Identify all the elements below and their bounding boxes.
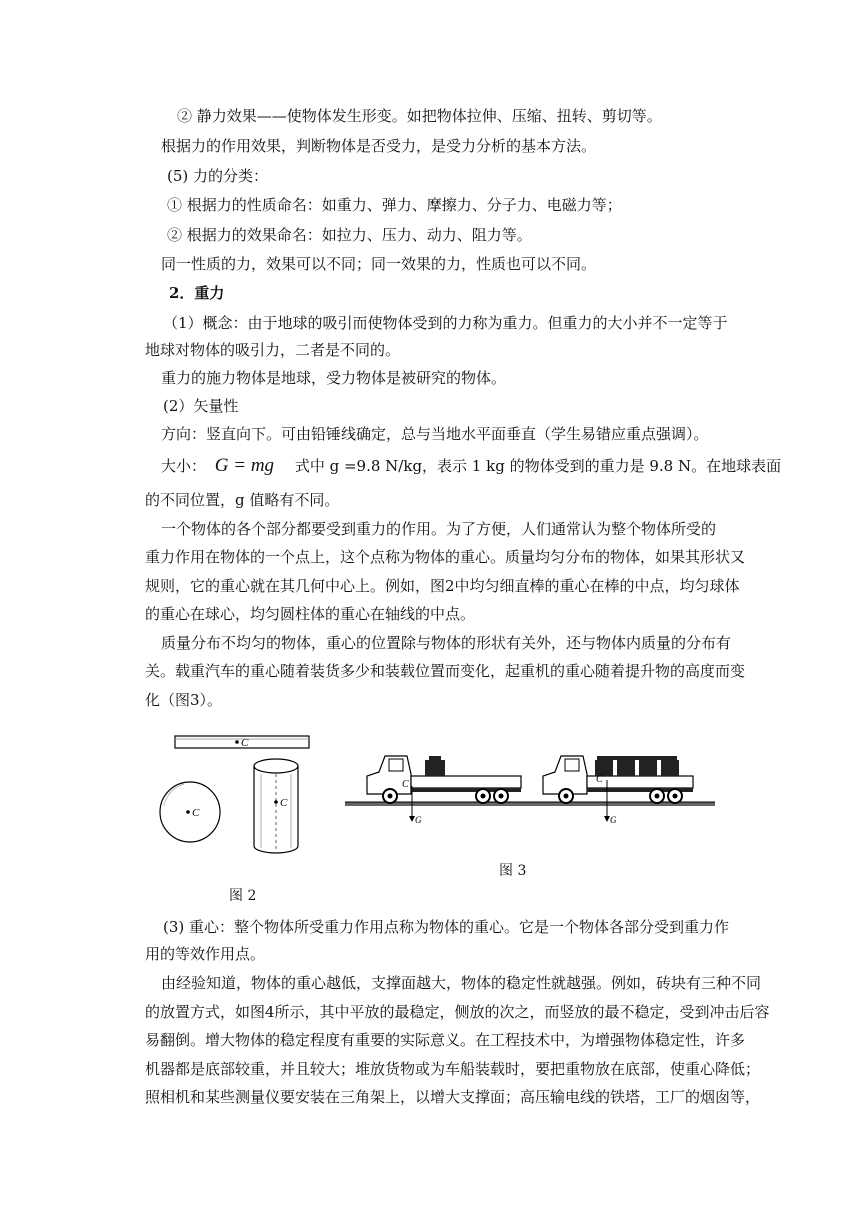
text-line: (5) 力的分类：: [167, 167, 269, 185]
text-line: 根据力的作用效果，判断物体是否受力，是受力分析的基本方法。: [161, 137, 597, 155]
cylinder-center-label: C: [280, 797, 288, 809]
text-line: 规则，它的重心就在其几何中心上。例如，图2中均匀细直棒的重心在棒的中点，均匀球体: [145, 577, 740, 595]
figure-3: [345, 738, 715, 828]
truck1-center-label: C: [402, 779, 409, 790]
gravity-formula: G = mg: [214, 455, 275, 476]
truck1-gravity-label: G: [415, 815, 422, 825]
text-line: 的不同位置，g 值略有不同。: [145, 491, 340, 509]
text-line: （1）概念：由于地球的吸引而使物体受到的力称为重力。但重力的大小并不一定等于: [163, 314, 728, 332]
text-line: 重力作用在物体的一个点上，这个点称为物体的重心。质量均匀分布的物体，如果其形状又: [145, 548, 746, 566]
text-line: 重力的施力物体是地球，受力物体是被研究的物体。: [161, 369, 507, 387]
formula-description: 式中 g =9.8 N/kg，表示 1 kg 的物体受到的重力是 9.8 N。在地球表面: [294, 457, 782, 475]
truck-light-load: [367, 756, 521, 825]
text-line: (2）矢量性: [163, 397, 239, 415]
truck-heavy-load: [543, 756, 693, 825]
text-line: 质量分布不均匀的物体，重心的位置除与物体的形状有关外，还与物体内质量的分布有: [161, 634, 732, 652]
text-line: 的放置方式，如图4所示，其中平放的最稳定，侧放的次之，而竖放的最不稳定，受到冲击后容: [145, 1003, 770, 1021]
section-heading: 2．重力: [169, 284, 225, 302]
text-line: 照相机和某些测量仪要安装在三角架上，以增大支撑面；高压输电线的铁塔，工厂的烟囱等，: [145, 1088, 761, 1106]
text-line: 方向：竖直向下。可由铅锤线确定，总与当地水平面垂直（学生易错应重点强调）。: [161, 425, 709, 443]
text-line: 化（图3）。: [145, 691, 223, 709]
formula-line: [161, 456, 781, 476]
text-line: 的重心在球心，均匀圆柱体的重心在轴线的中点。: [145, 605, 476, 623]
figure-2-caption: 图 2: [229, 888, 257, 904]
truck2-center-label: C: [596, 774, 603, 785]
sphere-center-label: C: [192, 807, 200, 819]
text-line: ② 静力效果——使物体发生形变。如把物体拉伸、压缩、扭转、剪切等。: [177, 107, 662, 125]
sphere: [160, 782, 220, 842]
text-line: ① 根据力的性质命名：如重力、弹力、摩擦力、分子力、电磁力等；: [167, 196, 622, 214]
text-line: 易翻倒。增大物体的稳定程度有重要的实际意义。在工程技术中，为增强物体稳定性，许多: [145, 1031, 746, 1049]
text-line: 关。载重汽车的重心随着装货多少和装载位置而变化，起重机的重心随着提升物的高度而变: [145, 662, 746, 680]
text-line: 地球对物体的吸引力，二者是不同的。: [145, 341, 401, 359]
text-line: 由经验知道，物体的重心越低，支撑面越大，物体的稳定性就越强。例如，砖块有三种不同: [161, 974, 762, 992]
text-line: 一个物体的各个部分都要受到重力的作用。为了方便，人们通常认为整个物体所受的: [161, 520, 717, 538]
text-line: 机器都是底部较重，并且较大；堆放货物或为车船装载时，要把重物放在底部，使重心降低；: [145, 1060, 761, 1078]
cylinder: [254, 759, 298, 853]
text-line: 同一性质的力，效果可以不同；同一效果的力，性质也可以不同。: [161, 255, 597, 273]
figure-3-caption: 图 3: [499, 863, 527, 879]
truck2-gravity-label: G: [610, 815, 617, 825]
text-line: 用的等效作用点。: [145, 945, 266, 963]
rod-center-label: C: [241, 737, 249, 749]
formula-prefix: 大小：: [161, 457, 207, 475]
text-line: ② 根据力的效果命名：如拉力、压力、动力、阻力等。: [167, 226, 532, 244]
figure-2: [150, 728, 320, 868]
text-line: (3) 重心：整个物体所受重力作用点称为物体的重心。它是一个物体各部分受到重力作: [163, 918, 730, 936]
rod: [175, 736, 309, 749]
